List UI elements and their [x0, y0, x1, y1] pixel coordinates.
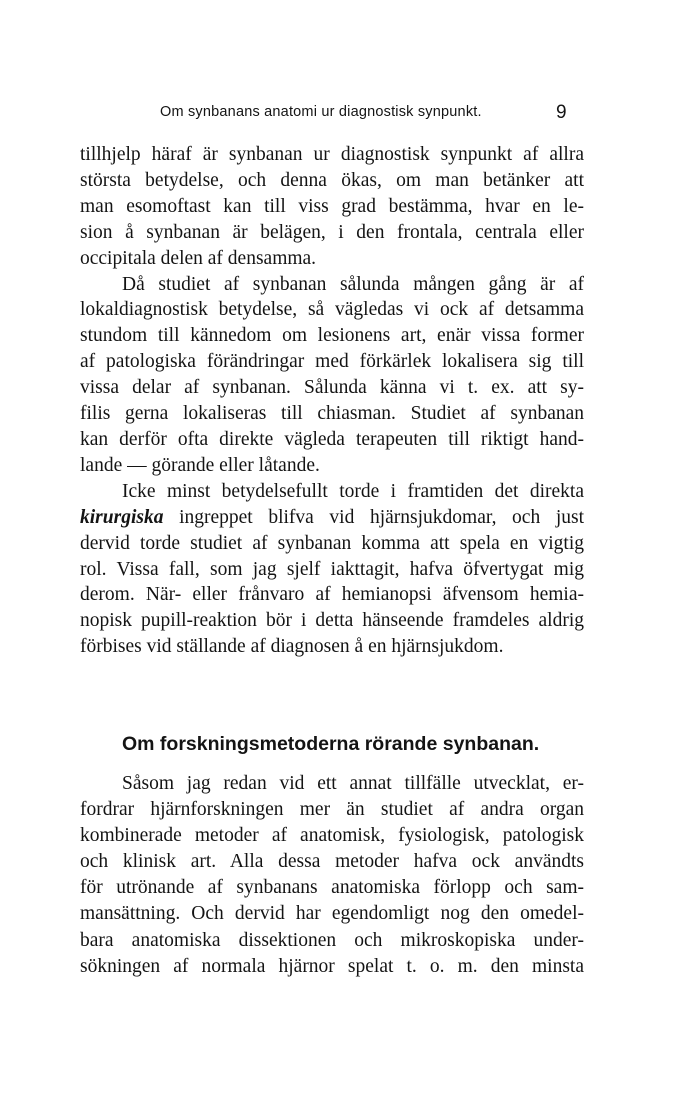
body-text-bottom — [80, 771, 584, 980]
text-line: dervid torde studiet af synbanan komma att spela en vigtig — [80, 532, 584, 554]
section-heading: Om forskningsmetoderna rörande synbanan. — [122, 733, 540, 755]
text-line: för utrönande af synbanans anatomiska förlopp och sam- — [80, 877, 584, 899]
text-line: Icke minst betydelsefullt torde i framtiden det direkta — [122, 480, 584, 502]
text-line: man esomoftast kan till viss grad bestämma, hvar en le- — [80, 195, 584, 217]
text-line: största betydelse, och denna ökas, om man betänker att — [80, 169, 584, 191]
page-number: 9 — [556, 102, 567, 123]
text-line-rest: ingreppet blifva vid hjärnsjukdomar, och just — [179, 506, 585, 528]
emphasized-word: kirurgiska — [80, 506, 164, 528]
text-line: bara anatomiska dissektionen och mikroskopiska under- — [80, 929, 584, 951]
body-text-top — [80, 142, 584, 660]
text-line: sion å synbanan är belägen, i den frontala, centrala eller — [80, 221, 584, 243]
text-line: förbises vid ställande af diagnosen å en hjärnsjukdom. — [80, 636, 504, 658]
text-line: af patologiska förändringar med förkärlek lokalisera sig till — [80, 351, 584, 373]
text-line: Såsom jag redan vid ett annat tillfälle utvecklat, er- — [122, 773, 584, 794]
running-head — [0, 104, 696, 128]
text-line: filis gerna lokaliseras till chiasman. Studiet af synbanan — [80, 403, 584, 425]
text-line: lande — görande eller låtande. — [80, 454, 320, 476]
text-line: derom. När- eller frånvaro af hemianopsi äfvensom hemia- — [80, 584, 584, 606]
text-line: tillhjelp häraf är synbanan ur diagnostisk synpunkt af allra — [80, 144, 584, 165]
text-line: rol. Vissa fall, som jag sjelf iakttagit, hafva öfvertygat mig — [80, 558, 584, 580]
running-title: Om synbanans anatomi ur diagnostisk synpunkt. — [160, 104, 482, 120]
text-line: lokaldiagnostisk betydelse, så vägledas vi ock af detsamma — [80, 299, 584, 321]
text-line: stundom till kännedom om lesionens art, enär vissa former — [80, 325, 584, 347]
text-line: kan derför ofta direkte vägleda terapeuten till riktigt hand- — [80, 428, 584, 450]
text-line: sökningen af normala hjärnor spelat t. o. m. den minsta — [80, 955, 584, 977]
text-line: occipitala delen af densamma. — [80, 247, 317, 269]
text-line-with-emphasis — [80, 505, 584, 531]
text-line: Då studiet af synbanan sålunda mången gång är af — [122, 273, 584, 295]
text-line: och klinisk art. Alla dessa metoder hafva ock användts — [80, 851, 584, 873]
text-line: kombinerade metoder af anatomisk, fysiologisk, patologisk — [80, 825, 584, 847]
text-line: mansättning. Och dervid har egendomligt nog den omedel- — [80, 903, 584, 925]
text-line: nopisk pupill-reaktion bör i detta hänseende framdeles aldrig — [80, 610, 584, 632]
text-line: vissa delar af synbanan. Sålunda känna vi t. ex. att sy- — [80, 377, 584, 399]
text-line: fordrar hjärnforskningen mer än studiet af andra organ — [80, 799, 584, 821]
